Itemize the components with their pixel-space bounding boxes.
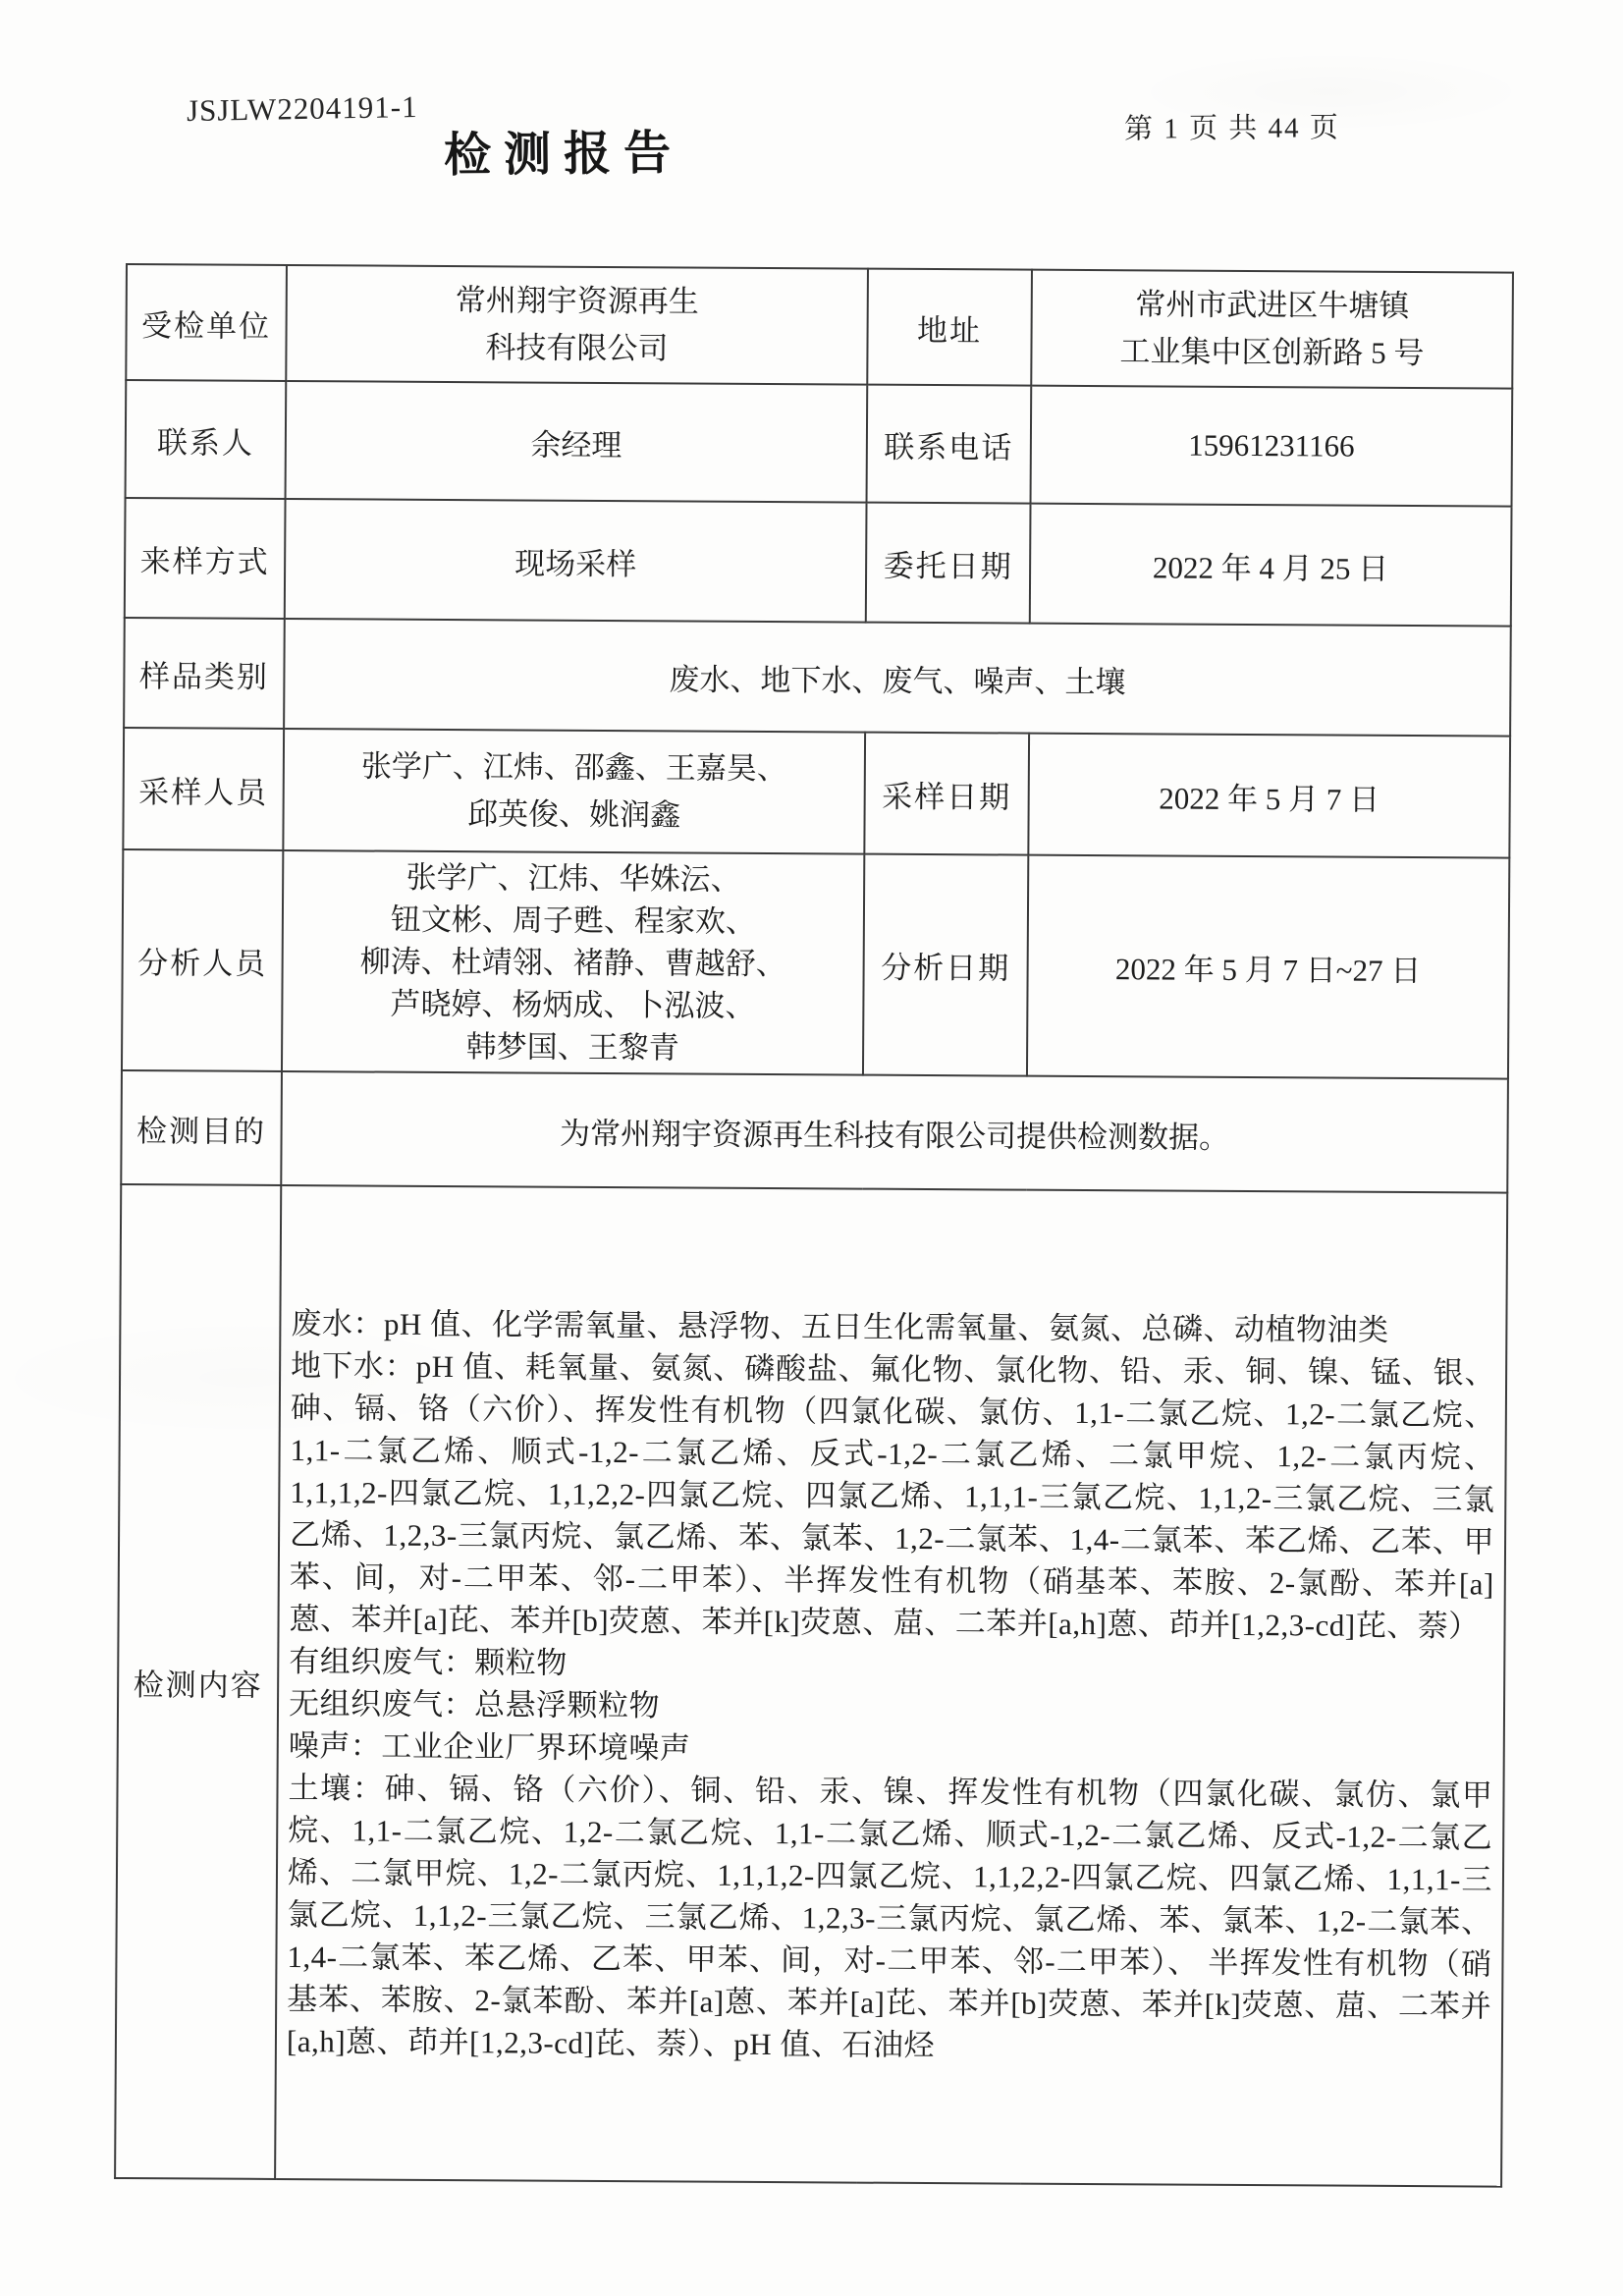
table-row <box>122 849 1509 1079</box>
table-row <box>121 1070 1508 1193</box>
sampling-date-value: 2022 年 5 月 7 日 <box>1028 734 1510 858</box>
table-row <box>124 618 1511 737</box>
content-soil: 土壤：砷、镉、铬（六价）、铜、铅、汞、镍、挥发性有机物（四氯化碳、氯仿、氯甲烷、1,1-二氯乙烷、1,2-二氯乙烷、1,1-二氯乙烯、顺式-1,2-二氯乙烯、反式-1,2-二氯乙烯、二氯甲烷、1,2-二氯丙烷、1,1,1,2-四氯乙烷、1,1,2,2-四氯乙烷、四氯乙烯、1,1,1-三氯乙烷、1,1,2-三氯乙烷、三氯乙烯、1,2,3-三氯丙烷、氯乙烯、苯、氯苯、1,2-二氯苯、1,4-二氯苯、苯乙烯、乙苯、甲苯、间，对-二甲苯、邻-二甲苯）、 半挥发性有机物（硝基苯、苯胺、2-氯苯酚、苯并[a]蒽、苯并[a]芘、苯并[b]荧蒽、苯并[k]荧蒽、䓛、二苯并[a,h]蒽、茚并[1,2,3-cd]芘、萘）、pH 值、石油烃 <box>286 1771 1493 2063</box>
commission-date-label: 委托日期 <box>866 503 1031 624</box>
content-organized-exhaust: 有组织废气：颗粒物 <box>289 1644 568 1680</box>
analysis-date-label: 分析日期 <box>863 854 1028 1076</box>
inspected-unit-label: 受检单位 <box>126 264 287 381</box>
page-title: 检测报告 <box>443 127 684 183</box>
table-row <box>115 1184 1507 2187</box>
content-unorganized-exhaust: 无组织废气：总悬浮颗粒物 <box>288 1686 661 1723</box>
sample-method-label: 来样方式 <box>125 498 286 619</box>
sample-category-label: 样品类别 <box>124 618 285 729</box>
table-row <box>125 498 1512 627</box>
inspected-unit-value: 常州翔宇资源再生 科技有限公司 <box>286 265 868 385</box>
report-info-table <box>114 263 1514 2188</box>
address-label: 地址 <box>867 269 1032 386</box>
contact-value: 余经理 <box>286 381 868 503</box>
table-row <box>123 728 1510 858</box>
page-indicator: 第 1 页 共 44 页 <box>1123 112 1340 145</box>
address-value: 常州市武进区牛塘镇 工业集中区创新路 5 号 <box>1031 270 1513 389</box>
phone-value: 15961231166 <box>1031 386 1513 507</box>
sampling-date-label: 采样日期 <box>864 733 1029 855</box>
content-noise: 噪声：工业企业厂界环境噪声 <box>288 1728 691 1766</box>
phone-label: 联系电话 <box>867 385 1032 504</box>
content-wastewater: 废水：pH 值、化学需氧量、悬浮物、五日生化需氧量、氨氮、总磷、动植物油类 <box>291 1306 1389 1347</box>
samplers-label: 采样人员 <box>123 728 284 850</box>
commission-date-value: 2022 年 4 月 25 日 <box>1030 504 1512 627</box>
table-row <box>126 264 1513 389</box>
purpose-label: 检测目的 <box>121 1070 282 1185</box>
content-value <box>275 1185 1507 2187</box>
content-groundwater: 地下水：pH 值、耗氧量、氨氮、磷酸盐、氟化物、氯化物、铅、汞、铜、镍、锰、银、砷、镉、铬（六价）、挥发性有机物（四氯化碳、氯仿、1,1-二氯乙烷、1,2-二氯乙烷、1,1-二氯乙烯、顺式-1,2-二氯乙烯、反式-1,2-二氯乙烯、二氯甲烷、1,2-二氯丙烷、1,1,1,2-四氯乙烷、1,1,2,2-四氯乙烷、四氯乙烯、1,1,1-三氯乙烷、1,1,2-三氯乙烷、三氯乙烯、1,2,3-三氯丙烷、氯乙烯、苯、氯苯、1,2-二氯苯、1,4-二氯苯、苯乙烯、乙苯、甲苯、间，对-二甲苯、邻-二甲苯）、半挥发性有机物（硝基苯、苯胺、2-氯酚、苯并[a]蒽、苯并[a]芘、苯并[b]荧蒽、苯并[k]荧蒽、䓛、二苯并[a,h]蒽、茚并[1,2,3-cd]芘、萘） <box>289 1348 1496 1644</box>
samplers-value: 张学广、江炜、邵鑫、王嘉昊、 邱英俊、姚润鑫 <box>283 729 865 854</box>
analysis-date-value: 2022 年 5 月 7 日~27 日 <box>1027 855 1509 1079</box>
purpose-value: 为常州翔宇资源再生科技有限公司提供检测数据。 <box>281 1071 1508 1193</box>
sample-method-value: 现场采样 <box>285 499 867 623</box>
table-row <box>126 380 1513 507</box>
contact-label: 联系人 <box>126 380 287 499</box>
analysts-label: 分析人员 <box>122 849 283 1071</box>
report-number: JSJLW2204191-1 <box>186 88 418 129</box>
sample-category-value: 废水、地下水、废气、噪声、土壤 <box>284 619 1511 737</box>
analysts-value: 张学广、江炜、华姝沄、 钮文彬、周子甦、程家欢、 柳涛、杜靖翎、褚静、曹越舒、 芦晓婷、杨炳成、卜泓波、 韩梦国、王黎青 <box>282 850 864 1075</box>
content-label: 检测内容 <box>115 1184 281 2179</box>
